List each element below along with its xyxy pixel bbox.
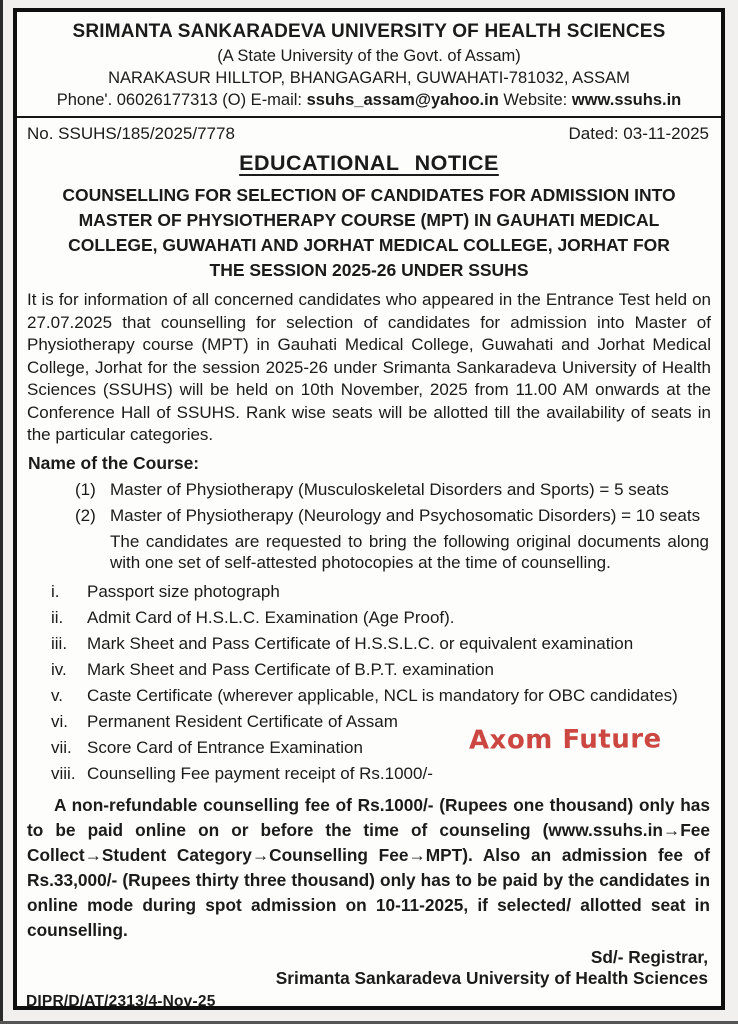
letterhead — [17, 12, 721, 116]
course-section-heading: Name of the Course: — [28, 452, 200, 473]
list-item — [17, 685, 721, 706]
course-text: Master of Physiotherapy (Musculoskeletal Disorders and Sports) = 5 seats — [110, 479, 669, 499]
list-item-number: iii. — [51, 633, 68, 653]
list-item-text: Mark Sheet and Pass Certificate of H.S.S.L.C. or equivalent examination — [87, 633, 634, 653]
list-item — [17, 763, 721, 784]
notice-title: EDUCATIONAL NOTICE — [239, 151, 499, 175]
reference-date: Dated: 03-11-2025 — [568, 124, 709, 143]
list-item — [17, 723, 721, 758]
list-item — [17, 581, 721, 602]
documents-note: The candidates are requested to bring the following original documents along with one set of self-attested photocopies at the time of counselling. — [110, 531, 709, 572]
course-item — [75, 505, 709, 527]
email-text: ssuhs_assam@yahoo.in — [306, 91, 499, 109]
course-item — [75, 479, 709, 501]
notice-subject: COUNSELLING FOR SELECTION OF CANDIDATES FOR ADMISSION INTO MASTER OF PHYSIOTHERAPY COURSE (MPT) IN GAUHATI MEDICAL COLLEGE, GUWAHATI AND JORHAT MEDICAL COLLEGE, JORHAT FOR THE SESSION 2025-26 UNDER SSUHS — [62, 185, 676, 280]
list-item-text: Caste Certificate (wherever applicable, NCL is mandatory for OBC candidates) — [87, 685, 678, 705]
list-item-number: vi. — [51, 711, 68, 731]
signature-block — [17, 947, 721, 990]
list-item-text: Admit Card of H.S.L.C. Examination (Age Proof). — [87, 607, 455, 627]
list-item-number: i. — [51, 581, 60, 601]
list-item — [17, 633, 721, 654]
list-item — [17, 659, 721, 680]
list-item-number: vii. — [51, 737, 72, 757]
contact-line — [17, 90, 721, 116]
axom-future-watermark: Axom Future — [468, 723, 662, 756]
list-item-number: iv. — [51, 659, 67, 679]
list-item-text: Passport size photograph — [87, 581, 280, 601]
list-item-text: Mark Sheet and Pass Certificate of B.P.T. examination — [87, 659, 494, 679]
website-label: Website: — [498, 91, 572, 109]
list-item-number: v. — [51, 685, 63, 705]
university-address: NARAKASUR HILLTOP, BHANGAGARH, GUWAHATI-781032, ASSAM — [108, 69, 630, 87]
notice-document-frame — [13, 8, 725, 1010]
list-item-text: Score Card of Entrance Examination — [87, 737, 363, 757]
dipr-reference: DIPR/D/AT/2313/4-Nov-25 — [26, 992, 216, 1010]
course-number: (2) — [75, 506, 96, 525]
list-item-number: viii. — [51, 763, 76, 783]
signature-organization: Srimanta Sankaradeva University of Health Sciences — [275, 968, 708, 988]
university-title: SRIMANTA SANKARADEVA UNIVERSITY OF HEALTH SCIENCES — [72, 21, 666, 42]
list-item-number: ii. — [51, 607, 64, 627]
documents-list — [17, 581, 721, 784]
list-item-text: Permanent Resident Certificate of Assam — [87, 711, 398, 731]
list-item — [17, 607, 721, 628]
phone-text: Phone'. 06026177313 (O) E-mail: — [56, 91, 307, 109]
reference-row — [17, 118, 721, 145]
fee-paragraph: A non-refundable counselling fee of Rs.1000/- (Rupees one thousand) only has to be paid online on or before the time of counseling (www.ssuhs.in→Fee Collect→Student Category→Counselling Fee→MPT). Also an admission fee of Rs.33,000/- (Rupees thirty three thousand) only has to be paid by the candidates in online mode during spot admission on 10-11-2025, if selected/ allotted seat in counselling. — [27, 794, 710, 940]
reference-number: No. SSUHS/185/2025/7778 — [27, 124, 235, 143]
scan-edge-left — [0, 0, 3, 1024]
signature-designation: Sd/- Registrar, — [590, 946, 708, 967]
university-subtitle: (A State University of the Govt. of Assam) — [217, 47, 521, 65]
list-item-text: Counselling Fee payment receipt of Rs.1000/- — [87, 763, 433, 783]
course-number: (1) — [75, 479, 96, 499]
intro-paragraph: It is for information of all concerned candidates who appeared in the Entrance Test held on 27.07.2025 that counselling for selection of candidates for admission into Master of Physiotherapy course (MPT) in Gauhati Medical College, Guwahati and Jorhat Medical College, Jorhat for the session 2025-26 under Srimanta Sankaradeva University of Health Sciences (SSUHS) will be held on 10th November, 2025 from 11.00 AM onwards at the Conference Hall of SSUHS. Rank wise seats will be allotted till the availability of seats in the particular categories. — [27, 290, 711, 444]
website-text: www.ssuhs.in — [571, 91, 682, 109]
course-text: Master of Physiotherapy (Neurology and Psychosomatic Disorders) = 10 seats — [110, 506, 701, 525]
